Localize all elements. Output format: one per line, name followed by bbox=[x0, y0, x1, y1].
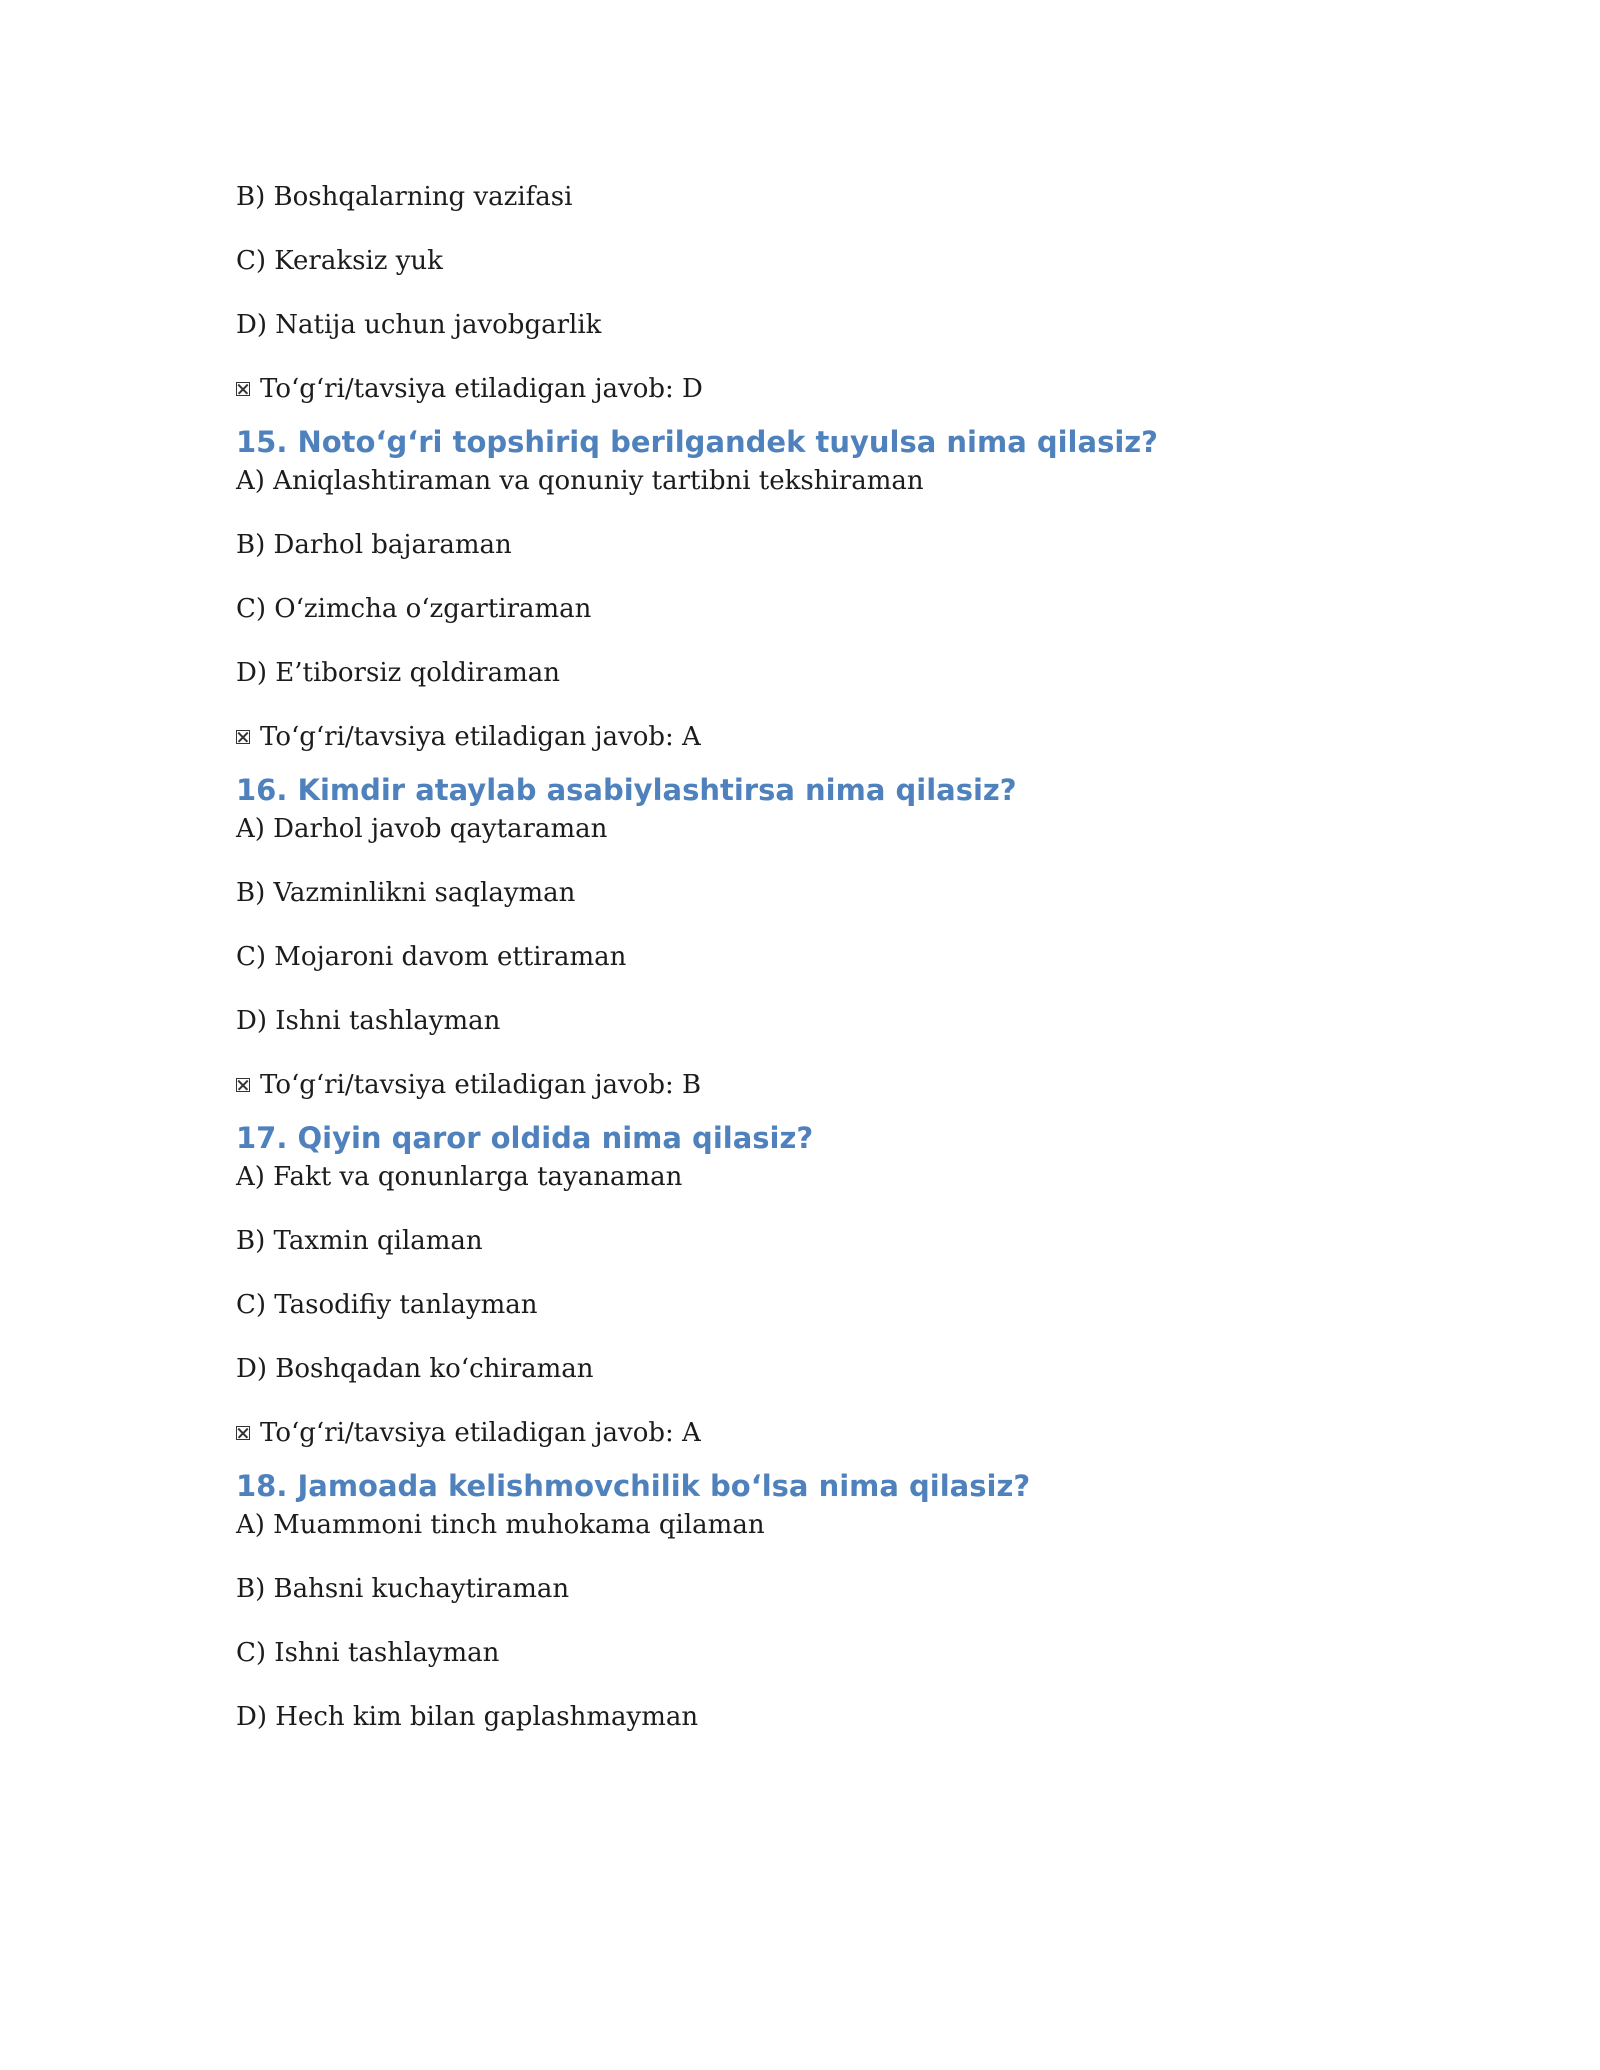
recommended-answer bbox=[236, 720, 1376, 754]
question-title: 18. Jamoada kelishmovchilik bo‘lsa nima qilasiz? bbox=[236, 1469, 1031, 1503]
answer-text: To‘g‘ri/tavsiya etiladigan javob: A bbox=[260, 1418, 701, 1448]
recommended-answer bbox=[236, 372, 1376, 406]
question-14-tail bbox=[236, 180, 1376, 406]
option-b: B) Taxmin qilaman bbox=[236, 1226, 483, 1256]
option-b: B) Darhol bajaraman bbox=[236, 530, 512, 560]
option-b: B) Vazminlikni saqlayman bbox=[236, 878, 576, 908]
option-d: D) Natija uchun javobgarlik bbox=[236, 310, 602, 340]
recommended-answer bbox=[236, 1068, 1376, 1102]
question-title: 15. Noto‘g‘ri topshiriq berilgandek tuyulsa nima qilasiz? bbox=[236, 425, 1158, 459]
page-content bbox=[236, 180, 1376, 1764]
option-a: A) Muammoni tinch muhokama qilaman bbox=[236, 1510, 765, 1540]
answer-text: To‘g‘ri/tavsiya etiladigan javob: B bbox=[260, 1070, 702, 1100]
question-title: 16. Kimdir ataylab asabiylashtirsa nima qilasiz? bbox=[236, 773, 1017, 807]
answer-text: To‘g‘ri/tavsiya etiladigan javob: D bbox=[260, 374, 703, 404]
checkbox-x-icon bbox=[236, 1426, 250, 1440]
question-16 bbox=[236, 770, 1376, 1102]
checkbox-x-icon bbox=[236, 730, 250, 744]
question-18 bbox=[236, 1466, 1376, 1734]
option-a: A) Aniqlashtiraman va qonuniy tartibni tekshiraman bbox=[236, 466, 924, 496]
option-c: C) Mojaroni davom ettiraman bbox=[236, 942, 627, 972]
option-d: D) Boshqadan ko‘chiraman bbox=[236, 1354, 594, 1384]
option-d: D) Hech kim bilan gaplashmayman bbox=[236, 1702, 699, 1732]
question-15 bbox=[236, 422, 1376, 754]
question-17 bbox=[236, 1118, 1376, 1450]
option-c: C) Keraksiz yuk bbox=[236, 246, 443, 276]
answer-text: To‘g‘ri/tavsiya etiladigan javob: A bbox=[260, 722, 701, 752]
option-b: B) Bahsni kuchaytiraman bbox=[236, 1574, 570, 1604]
option-c: C) O‘zimcha o‘zgartiraman bbox=[236, 594, 592, 624]
option-c: C) Ishni tashlayman bbox=[236, 1638, 500, 1668]
option-c: C) Tasodifiy tanlayman bbox=[236, 1290, 538, 1320]
checkbox-x-icon bbox=[236, 1078, 250, 1092]
checkbox-x-icon bbox=[236, 382, 250, 396]
option-d: D) E’tiborsiz qoldiraman bbox=[236, 658, 561, 688]
option-b: B) Boshqalarning vazifasi bbox=[236, 182, 573, 212]
option-a: A) Darhol javob qaytaraman bbox=[236, 814, 608, 844]
option-a: A) Fakt va qonunlarga tayanaman bbox=[236, 1162, 683, 1192]
question-title: 17. Qiyin qaror oldida nima qilasiz? bbox=[236, 1121, 814, 1155]
recommended-answer bbox=[236, 1416, 1376, 1450]
option-d: D) Ishni tashlayman bbox=[236, 1006, 501, 1036]
